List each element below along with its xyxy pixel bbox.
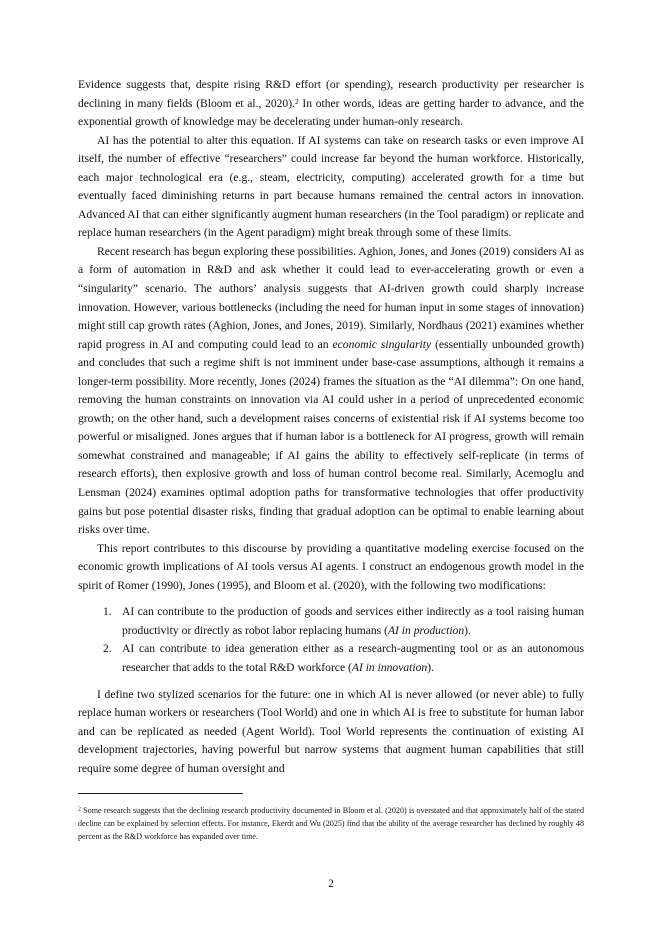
modifications-list [78,603,584,677]
footnote-area [78,793,584,843]
page-body-content [78,76,584,778]
footnote-number: 2 [78,806,81,813]
body-paragraph: I define two stylized scenarios for the future: one in which AI is never allowed (or never able) to fully replace human workers or researchers (Tool World) and one in which AI is free to substitute for human labor and can be replicated as needed (Agent World). Tool World represents the continuation of existing AI development trajectories, having powerful but narrow systems that augment human capabilities that still require some degree of human oversight and [78,687,584,775]
footnote-reference-marker[interactable]: 2 [294,96,299,106]
footnote-text: $^2$ Some research suggests that the declining research productivity documented in Bloom et al. (2020) is overstated and that approximately half of the stated decline can be explained by selection effects. For instance, Ekerdt and Wu (2025) find that the ability of the average researcher has declined by roughly 48 percent as the R&D workforce has expanded over time. [78,806,584,842]
body-paragraph: Recent research has begun exploring these possibilities. Aghion, Jones, and Jones (2019) considers AI as a form of automation in R&D and ask whether it could lead to ever-accelerating growth or even a “singularity” scenario. The authors’ analysis suggests that AI-driven growth could sharply increase innovation. However, various bottlenecks (including the need for human input in some stages of innovation) might still cap growth rates (Aghion, Jones, and Jones, 2019). Similarly, Nordhaus (2021) examines whether rapid progress in AI and computing could lead to an economic singularity (essentially unbounded growth) and concludes that such a regime shift is not imminent under base-case assumptions, although it remains a longer-term possibility. More recently, Jones (2024) frames the situation as the “AI dilemma”: On one hand, removing the human constraints on innovation via AI could usher in a period of unprecedented economic growth; on the other hand, such a development raises concerns of existential risk if AI systems become too powerful or misaligned. Jones argues that if human labor is a bottleneck for AI progress, growth will remain somewhat constrained and manageable; if AI gains the ability to effectively self-replicate (in terms of research efforts), then explosive growth and loss of human control become real. Similarly, Acemoglu and Lensman (2024) examines optimal adoption paths for transformative technologies that offer productivity gains but pose potential disaster risks, finding that gradual adoption can be optimal to enable learning about risks over time. [78,244,584,537]
body-paragraph: This report contributes to this discourse by providing a quantitative modeling exercise focused on the economic growth implications of AI tools versus AI agents. I construct an endogenous growth model in the spirit of Romer (1990), Jones (1995), and Bloom et al. (2020), with the following two modifications: [78,541,584,592]
body-paragraph: AI has the potential to alter this equation. If AI systems can take on research tasks or even improve AI itself, the number of effective “researchers” could increase far beyond the human workforce. Historically, each major technological era (e.g., steam, electricity, computing) accelerated growth for a time but eventually faced diminishing returns in part because humans remained the central actors in innovation. Advanced AI that can either significantly augment human researchers (in the Tool paradigm) or replicate and replace human researchers (in the Agent paradigm) might break through some of these limits. [78,133,584,240]
list-item: AI can contribute to idea generation either as a research-augmenting tool or as an autonomous researcher that adds to the total R&D workforce (AI in innovation). [122,642,584,674]
footnote-separator-rule [78,793,243,794]
emphasis-text: AI in innovation [351,660,428,674]
body-paragraphs-after-list [78,686,584,779]
body-paragraph: Evidence suggests that, despite rising R&D effort (or spending), research productivity per researcher is declining in many fields (Bloom et al., 2020).$^2$ In other words, ideas are getting harder to advance, and the exponential growth of knowledge may be decelerating under human-only research. [78,78,584,129]
emphasis-text: AI in production [387,623,465,637]
body-paragraphs [78,76,584,595]
list-item: AI can contribute to the production of goods and services either indirectly as a tool raising human productivity or directly as robot labor replacing humans (AI in production). [122,605,584,637]
emphasis-text: economic singularity [332,337,432,351]
page-number: 2 [328,878,334,890]
